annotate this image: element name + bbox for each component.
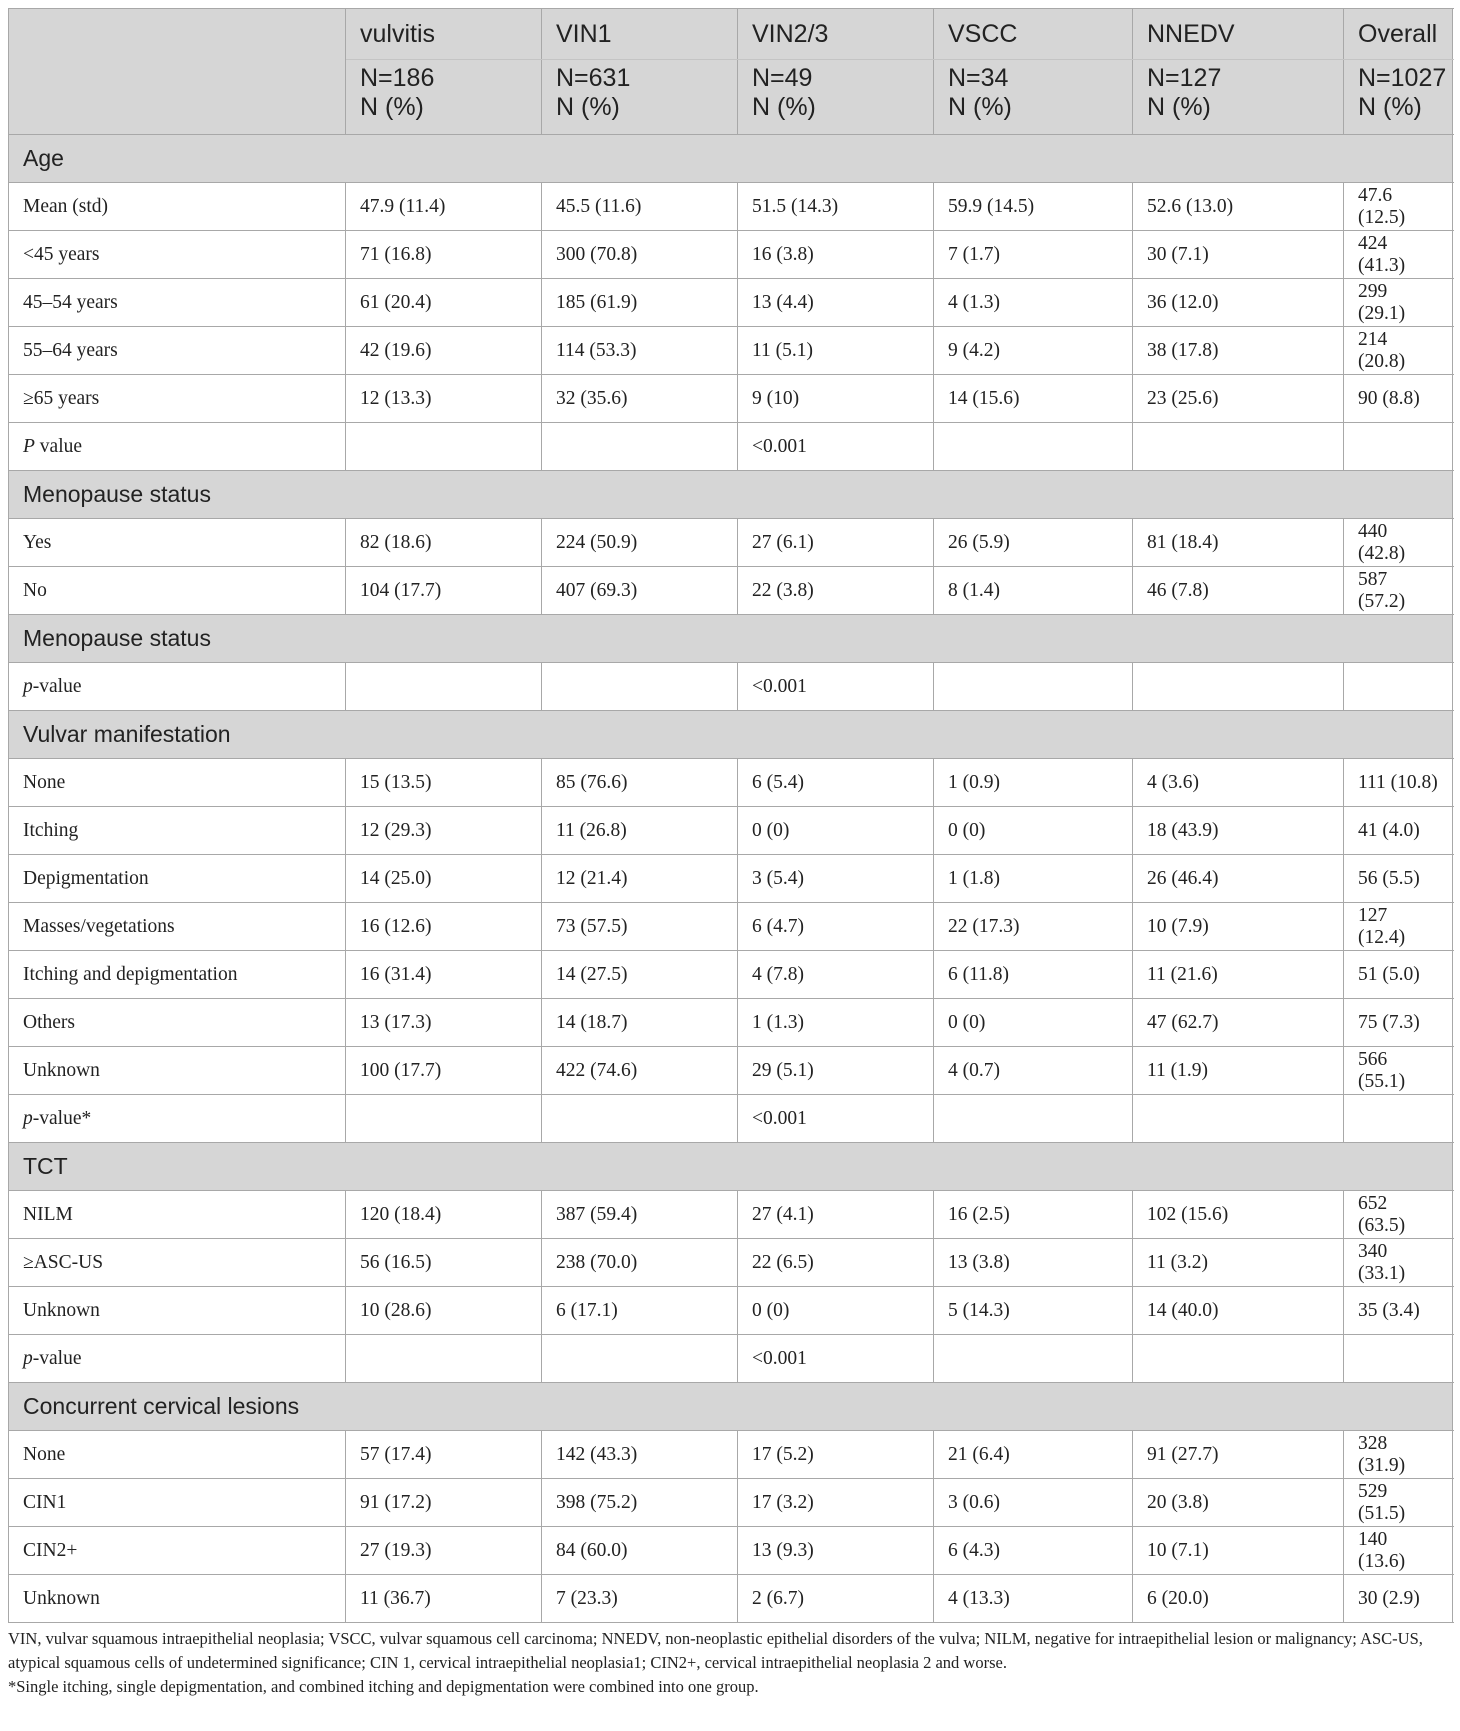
table-cell: 440 (42.8) <box>1344 519 1453 567</box>
table-row <box>9 1479 1453 1527</box>
table-cell: 120 (18.4) <box>346 1191 542 1239</box>
table-cell <box>934 1095 1133 1143</box>
table-cell: 14 (18.7) <box>542 999 738 1047</box>
table-cell: 13 (17.3) <box>346 999 542 1047</box>
column-header-3: VSCC <box>934 9 1133 60</box>
table-cell: 300 (70.8) <box>542 231 738 279</box>
table-cell: 6 (17.1) <box>542 1287 738 1335</box>
table-cell: 652 (63.5) <box>1344 1191 1453 1239</box>
table-row <box>9 1287 1453 1335</box>
footnote-asterisk: *Single itching, single depigmentation, and combined itching and depigmentation were combined into one group. <box>8 1677 759 1696</box>
table-cell: 299 (29.1) <box>1344 279 1453 327</box>
column-count: N=186 <box>360 64 435 92</box>
section-title: Vulvar manifestation <box>9 711 1453 759</box>
row-label: None <box>9 1431 346 1479</box>
row-label: 55–64 years <box>9 327 346 375</box>
table-row <box>9 759 1453 807</box>
table-cell <box>542 423 738 471</box>
table-row <box>9 1095 1453 1143</box>
table-row <box>9 423 1453 471</box>
table-cell <box>1133 663 1344 711</box>
table-cell: 14 (25.0) <box>346 855 542 903</box>
table-cell: 4 (7.8) <box>738 951 934 999</box>
table-cell: <0.001 <box>738 1335 934 1383</box>
section-title: Concurrent cervical lesions <box>9 1383 1453 1431</box>
table-cell: 45.5 (11.6) <box>542 183 738 231</box>
column-subheader-4 <box>1133 60 1344 135</box>
row-label: Unknown <box>9 1575 346 1623</box>
table-cell <box>934 663 1133 711</box>
table-cell: 42 (19.6) <box>346 327 542 375</box>
column-unit: N (%) <box>1147 93 1211 121</box>
table-cell: 81 (18.4) <box>1133 519 1344 567</box>
table-cell <box>542 663 738 711</box>
table-cell: 11 (26.8) <box>542 807 738 855</box>
table-cell: 6 (20.0) <box>1133 1575 1344 1623</box>
row-label: ≥ASC-US <box>9 1239 346 1287</box>
table-cell: 36 (12.0) <box>1133 279 1344 327</box>
column-subheader-5 <box>1344 60 1453 135</box>
row-label-italic: p <box>23 1347 33 1369</box>
column-subheader-1 <box>542 60 738 135</box>
table-cell <box>542 1095 738 1143</box>
column-header-5: Overall <box>1344 9 1453 60</box>
table-cell: 0 (0) <box>934 999 1133 1047</box>
table-footnotes <box>8 1627 1452 1699</box>
footnote-abbreviations: VIN, vulvar squamous intraepithelial neoplasia; VSCC, vulvar squamous cell carcinoma; NNEDV, non-neoplastic epithelial disorders of the vulva; NILM, negative for intraepithelial lesion or malignancy; ASC-US, atypical squamous cells of undetermined significance; CIN 1, cervical intraepithelial neoplasia1; CIN2+, cervical intraepithelial neoplasia 2 and worse. <box>8 1629 1423 1672</box>
table-cell: 16 (12.6) <box>346 903 542 951</box>
table-cell: 11 (1.9) <box>1133 1047 1344 1095</box>
table-cell: 529 (51.5) <box>1344 1479 1453 1527</box>
table-row <box>9 951 1453 999</box>
row-label <box>9 1095 346 1143</box>
table-cell <box>1344 423 1453 471</box>
section-header-row <box>9 471 1453 519</box>
table-cell: 23 (25.6) <box>1133 375 1344 423</box>
section-title: Menopause status <box>9 471 1453 519</box>
table-row <box>9 1575 1453 1623</box>
table-cell: 387 (59.4) <box>542 1191 738 1239</box>
table-cell: 114 (53.3) <box>542 327 738 375</box>
table-cell: 11 (3.2) <box>1133 1239 1344 1287</box>
table-cell: 11 (36.7) <box>346 1575 542 1623</box>
row-label: Yes <box>9 519 346 567</box>
section-header-row <box>9 135 1453 183</box>
table-cell <box>1344 1335 1453 1383</box>
table-row <box>9 1527 1453 1575</box>
header-blank-cell <box>9 60 346 135</box>
column-unit: N (%) <box>948 93 1012 121</box>
table-cell: 7 (1.7) <box>934 231 1133 279</box>
table-cell: 56 (5.5) <box>1344 855 1453 903</box>
table-row <box>9 231 1453 279</box>
table-cell: 27 (6.1) <box>738 519 934 567</box>
section-header-row <box>9 1143 1453 1191</box>
table-cell: 100 (17.7) <box>346 1047 542 1095</box>
section-header-row <box>9 1383 1453 1431</box>
column-count: N=34 <box>948 64 1009 92</box>
column-count: N=127 <box>1147 64 1222 92</box>
table-cell: 7 (23.3) <box>542 1575 738 1623</box>
table-cell <box>934 1335 1133 1383</box>
table-row <box>9 567 1453 615</box>
table-cell: 140 (13.6) <box>1344 1527 1453 1575</box>
column-header-1: VIN1 <box>542 9 738 60</box>
table-row <box>9 855 1453 903</box>
table-row <box>9 663 1453 711</box>
row-label-italic: P <box>23 435 35 457</box>
row-label: Mean (std) <box>9 183 346 231</box>
table-cell: 30 (2.9) <box>1344 1575 1453 1623</box>
table-cell <box>1133 423 1344 471</box>
table-cell: 422 (74.6) <box>542 1047 738 1095</box>
table-header <box>9 9 1453 135</box>
table-cell: 2 (6.7) <box>738 1575 934 1623</box>
row-label: Unknown <box>9 1047 346 1095</box>
table-cell: 13 (9.3) <box>738 1527 934 1575</box>
table-cell: 11 (21.6) <box>1133 951 1344 999</box>
table-cell: 224 (50.9) <box>542 519 738 567</box>
table-cell: 142 (43.3) <box>542 1431 738 1479</box>
table-cell: 17 (3.2) <box>738 1479 934 1527</box>
table-cell: 407 (69.3) <box>542 567 738 615</box>
table-row <box>9 903 1453 951</box>
table-cell <box>346 663 542 711</box>
table-cell: 4 (1.3) <box>934 279 1133 327</box>
table-cell: 91 (27.7) <box>1133 1431 1344 1479</box>
column-header-0: vulvitis <box>346 9 542 60</box>
table-cell: 59.9 (14.5) <box>934 183 1133 231</box>
table-cell: 85 (76.6) <box>542 759 738 807</box>
table-cell: 32 (35.6) <box>542 375 738 423</box>
table-cell: 1 (1.3) <box>738 999 934 1047</box>
column-unit: N (%) <box>360 93 424 121</box>
table-cell: 185 (61.9) <box>542 279 738 327</box>
table-cell: 104 (17.7) <box>346 567 542 615</box>
table-cell: 10 (7.1) <box>1133 1527 1344 1575</box>
table-cell: 51 (5.0) <box>1344 951 1453 999</box>
table-row <box>9 1239 1453 1287</box>
table-row <box>9 807 1453 855</box>
table-row <box>9 183 1453 231</box>
table-cell: 20 (3.8) <box>1133 1479 1344 1527</box>
table-cell: 51.5 (14.3) <box>738 183 934 231</box>
table-row <box>9 519 1453 567</box>
row-label: Masses/vegetations <box>9 903 346 951</box>
table-cell <box>934 423 1133 471</box>
row-label-rest: -value <box>32 1347 82 1369</box>
table-cell: 90 (8.8) <box>1344 375 1453 423</box>
table-cell: 27 (4.1) <box>738 1191 934 1239</box>
table-cell: 12 (21.4) <box>542 855 738 903</box>
column-unit: N (%) <box>1358 93 1422 121</box>
table-cell: 4 (3.6) <box>1133 759 1344 807</box>
column-count: N=1027 <box>1358 64 1447 92</box>
table-cell: 14 (40.0) <box>1133 1287 1344 1335</box>
table-cell: 5 (14.3) <box>934 1287 1133 1335</box>
table-cell: 15 (13.5) <box>346 759 542 807</box>
section-title: Age <box>9 135 1453 183</box>
table-cell: <0.001 <box>738 423 934 471</box>
table-cell: 0 (0) <box>738 807 934 855</box>
row-label: CIN2+ <box>9 1527 346 1575</box>
section-title: Menopause status <box>9 615 1453 663</box>
table-cell <box>1344 663 1453 711</box>
table-cell: 47.9 (11.4) <box>346 183 542 231</box>
table-cell: 12 (29.3) <box>346 807 542 855</box>
row-label: Itching and depigmentation <box>9 951 346 999</box>
table-cell: 22 (17.3) <box>934 903 1133 951</box>
table-cell: 566 (55.1) <box>1344 1047 1453 1095</box>
table-cell: 16 (3.8) <box>738 231 934 279</box>
row-label-rest: -value <box>32 675 82 697</box>
table-cell: 52.6 (13.0) <box>1133 183 1344 231</box>
table-cell: 102 (15.6) <box>1133 1191 1344 1239</box>
row-label <box>9 663 346 711</box>
table-container <box>8 8 1452 1699</box>
table-cell: 29 (5.1) <box>738 1047 934 1095</box>
table-cell: 11 (5.1) <box>738 327 934 375</box>
table-cell: 47.6 (12.5) <box>1344 183 1453 231</box>
table-cell: 12 (13.3) <box>346 375 542 423</box>
table-cell: 91 (17.2) <box>346 1479 542 1527</box>
table-cell: 75 (7.3) <box>1344 999 1453 1047</box>
table-cell: 84 (60.0) <box>542 1527 738 1575</box>
column-header-4: NNEDV <box>1133 9 1344 60</box>
table-cell: 587 (57.2) <box>1344 567 1453 615</box>
table-cell: 127 (12.4) <box>1344 903 1453 951</box>
table-cell: 398 (75.2) <box>542 1479 738 1527</box>
table-cell: 14 (27.5) <box>542 951 738 999</box>
table-cell: 71 (16.8) <box>346 231 542 279</box>
table-cell <box>1344 1095 1453 1143</box>
row-label-rest: -value* <box>32 1107 92 1129</box>
table-cell: 47 (62.7) <box>1133 999 1344 1047</box>
table-row <box>9 1431 1453 1479</box>
column-subheader-3 <box>934 60 1133 135</box>
table-cell: 35 (3.4) <box>1344 1287 1453 1335</box>
column-count: N=49 <box>752 64 813 92</box>
table-body <box>9 135 1453 1623</box>
table-cell: 214 (20.8) <box>1344 327 1453 375</box>
row-label-italic: p <box>23 675 33 697</box>
row-label-italic: p <box>23 1107 33 1129</box>
table-cell: 6 (4.7) <box>738 903 934 951</box>
table-cell: 4 (13.3) <box>934 1575 1133 1623</box>
table-cell: 13 (3.8) <box>934 1239 1133 1287</box>
row-label: CIN1 <box>9 1479 346 1527</box>
column-subheader-2 <box>738 60 934 135</box>
table-cell: 9 (4.2) <box>934 327 1133 375</box>
section-header-row <box>9 711 1453 759</box>
table-cell: 9 (10) <box>738 375 934 423</box>
table-cell: 73 (57.5) <box>542 903 738 951</box>
table-cell: 46 (7.8) <box>1133 567 1344 615</box>
row-label: Others <box>9 999 346 1047</box>
row-label <box>9 1335 346 1383</box>
column-unit: N (%) <box>556 93 620 121</box>
table-cell: <0.001 <box>738 663 934 711</box>
table-cell: 22 (6.5) <box>738 1239 934 1287</box>
data-table <box>8 8 1453 1623</box>
table-cell: 18 (43.9) <box>1133 807 1344 855</box>
row-label-rest: value <box>34 435 83 457</box>
section-title: TCT <box>9 1143 1453 1191</box>
table-cell: 17 (5.2) <box>738 1431 934 1479</box>
table-cell: 57 (17.4) <box>346 1431 542 1479</box>
table-cell: 8 (1.4) <box>934 567 1133 615</box>
table-cell: 1 (0.9) <box>934 759 1133 807</box>
table-cell: 424 (41.3) <box>1344 231 1453 279</box>
table-cell: 340 (33.1) <box>1344 1239 1453 1287</box>
table-cell: 0 (0) <box>738 1287 934 1335</box>
table-cell: 56 (16.5) <box>346 1239 542 1287</box>
table-cell: 26 (5.9) <box>934 519 1133 567</box>
table-cell: 41 (4.0) <box>1344 807 1453 855</box>
table-cell: 6 (5.4) <box>738 759 934 807</box>
row-label: No <box>9 567 346 615</box>
row-label: Itching <box>9 807 346 855</box>
table-row <box>9 999 1453 1047</box>
table-cell: <0.001 <box>738 1095 934 1143</box>
table-cell <box>346 1335 542 1383</box>
table-cell: 3 (5.4) <box>738 855 934 903</box>
table-cell: 6 (4.3) <box>934 1527 1133 1575</box>
column-header-2: VIN2/3 <box>738 9 934 60</box>
table-cell: 1 (1.8) <box>934 855 1133 903</box>
table-cell: 21 (6.4) <box>934 1431 1133 1479</box>
row-label: <45 years <box>9 231 346 279</box>
column-unit: N (%) <box>752 93 816 121</box>
table-cell: 30 (7.1) <box>1133 231 1344 279</box>
table-cell: 10 (28.6) <box>346 1287 542 1335</box>
row-label: 45–54 years <box>9 279 346 327</box>
table-cell: 6 (11.8) <box>934 951 1133 999</box>
row-label <box>9 423 346 471</box>
header-blank-cell <box>9 9 346 60</box>
table-cell: 82 (18.6) <box>346 519 542 567</box>
table-cell: 4 (0.7) <box>934 1047 1133 1095</box>
table-cell: 13 (4.4) <box>738 279 934 327</box>
row-label: Unknown <box>9 1287 346 1335</box>
row-label: NILM <box>9 1191 346 1239</box>
table-cell: 14 (15.6) <box>934 375 1133 423</box>
table-cell <box>1133 1095 1344 1143</box>
table-cell: 3 (0.6) <box>934 1479 1133 1527</box>
table-cell: 26 (46.4) <box>1133 855 1344 903</box>
table-cell: 16 (2.5) <box>934 1191 1133 1239</box>
table-row <box>9 375 1453 423</box>
table-cell: 0 (0) <box>934 807 1133 855</box>
table-cell: 10 (7.9) <box>1133 903 1344 951</box>
table-row <box>9 279 1453 327</box>
table-row <box>9 327 1453 375</box>
table-cell: 238 (70.0) <box>542 1239 738 1287</box>
table-cell: 22 (3.8) <box>738 567 934 615</box>
table-cell: 38 (17.8) <box>1133 327 1344 375</box>
table-cell <box>1133 1335 1344 1383</box>
table-cell: 328 (31.9) <box>1344 1431 1453 1479</box>
column-subheader-0 <box>346 60 542 135</box>
table-cell <box>542 1335 738 1383</box>
table-cell: 61 (20.4) <box>346 279 542 327</box>
section-header-row <box>9 615 1453 663</box>
row-label: None <box>9 759 346 807</box>
table-cell <box>346 1095 542 1143</box>
table-cell: 16 (31.4) <box>346 951 542 999</box>
column-count: N=631 <box>556 64 631 92</box>
table-row <box>9 1191 1453 1239</box>
row-label: Depigmentation <box>9 855 346 903</box>
table-row <box>9 1047 1453 1095</box>
row-label: ≥65 years <box>9 375 346 423</box>
table-cell: 111 (10.8) <box>1344 759 1453 807</box>
table-cell: 27 (19.3) <box>346 1527 542 1575</box>
table-row <box>9 1335 1453 1383</box>
table-cell <box>346 423 542 471</box>
